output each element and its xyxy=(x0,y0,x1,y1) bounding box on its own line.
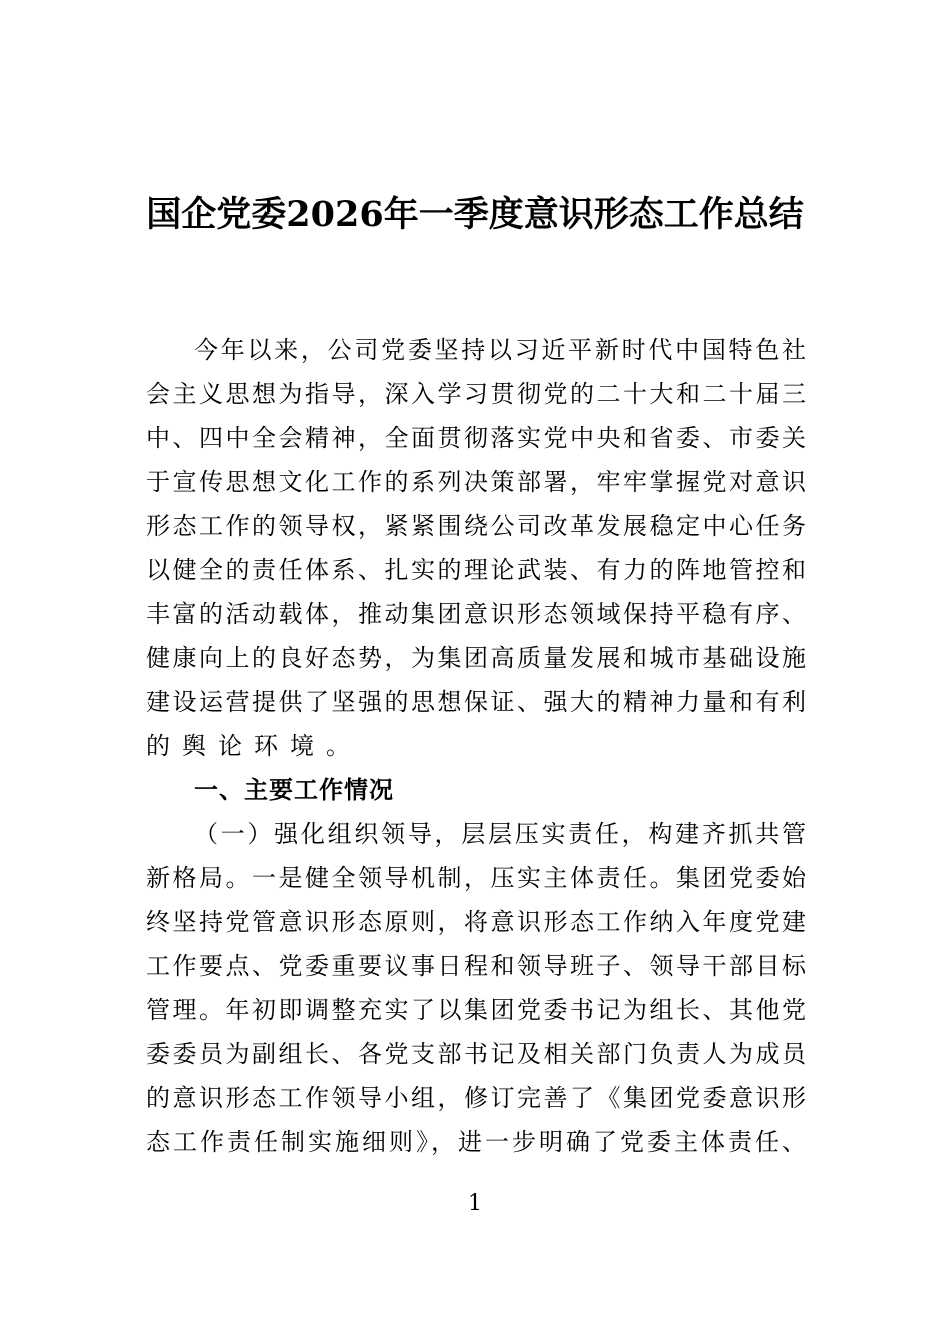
page-number: 1 xyxy=(468,1191,482,1216)
document-title: 国企党委2026年一季度意识形态工作总结 xyxy=(146,194,804,235)
paragraph-line: 于宣传思想文化工作的系列决策部署，牢牢掌握党对意识 xyxy=(146,468,806,496)
paragraph-line: 中、四中全会精神，全面贯彻落实党中央和省委、市委关 xyxy=(146,424,806,452)
paragraph-line: 管理。年初即调整充实了以集团党委书记为组长、其他党 xyxy=(146,996,806,1024)
paragraph-line: 丰富的活动载体，推动集团意识形态领域保持平稳有序、 xyxy=(146,600,806,628)
paragraph-line: 健康向上的良好态势，为集团高质量发展和城市基础设施 xyxy=(146,644,806,672)
paragraph-line: 工作要点、党委重要议事日程和领导班子、领导干部目标 xyxy=(146,952,806,980)
paragraph-line: 今年以来，公司党委坚持以习近平新时代中国特色社 xyxy=(194,336,806,364)
paragraph-line: 的意识形态工作领导小组，修订完善了《集团党委意识形 xyxy=(146,1084,806,1112)
paragraph-line: 终坚持党管意识形态原则，将意识形态工作纳入年度党建 xyxy=(146,908,806,936)
section-heading: 一、主要工作情况 xyxy=(194,776,394,804)
paragraph-line: 的舆论环境。 xyxy=(146,732,362,760)
paragraph-line: 形态工作的领导权，紧紧围绕公司改革发展稳定中心任务 xyxy=(146,512,806,540)
paragraph-line: 委委员为副组长、各党支部书记及相关部门负责人为成员 xyxy=(146,1040,806,1068)
paragraph-line: 以健全的责任体系、扎实的理论武装、有力的阵地管控和 xyxy=(146,556,806,584)
paragraph-line: 会主义思想为指导，深入学习贯彻党的二十大和二十届三 xyxy=(146,380,806,408)
paragraph-line: （一）强化组织领导，层层压实责任，构建齐抓共管 xyxy=(194,820,806,848)
paragraph-line: 态工作责任制实施细则》，进一步明确了党委主体责任、 xyxy=(146,1128,806,1156)
document-body xyxy=(146,328,806,1164)
paragraph-line: 建设运营提供了坚强的思想保证、强大的精神力量和有利 xyxy=(146,688,806,716)
paragraph-line: 新格局。一是健全领导机制，压实主体责任。集团党委始 xyxy=(146,864,806,892)
